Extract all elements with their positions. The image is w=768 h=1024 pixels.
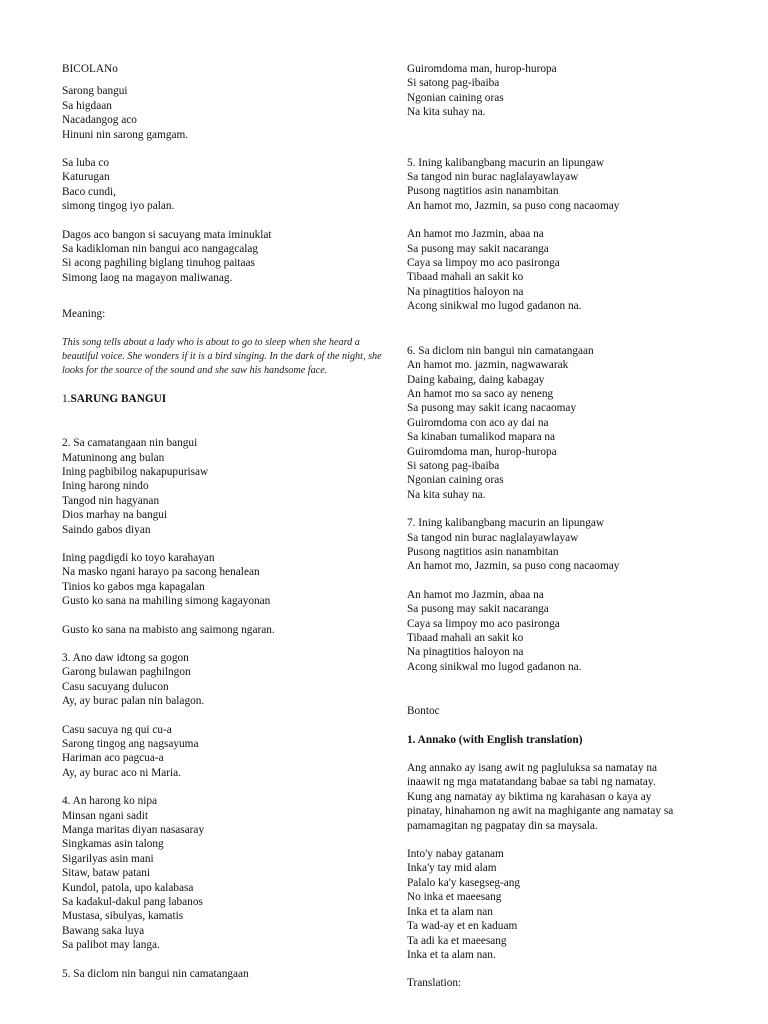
lyric-line: Inka et ta alam nan bbox=[407, 905, 493, 918]
lyric-line: Simong laog na magayon maliwanag. bbox=[62, 271, 233, 284]
lyric-line: Casu sacuyang dulucon bbox=[62, 680, 169, 693]
lyric-line: Sarong tingog ang nagsayuma bbox=[62, 738, 199, 750]
lyric-line: An hamot mo Jazmin, abaa na bbox=[407, 228, 544, 241]
stanza bbox=[62, 723, 392, 781]
lyric-line: Ta wad-ay et en kaduam bbox=[407, 920, 518, 933]
song-title-text: SARUNG BANGUI bbox=[70, 392, 167, 405]
paragraph-line: pamamagitan ng pagpatay din sa maysala. bbox=[407, 819, 598, 832]
stanza bbox=[62, 794, 392, 952]
lyric-line: 5. Ining kalibangbang macurin an lipungaw bbox=[407, 156, 605, 169]
lyric-line: Pusong nagtitios asin nanambitan bbox=[407, 545, 559, 558]
stanza bbox=[62, 84, 392, 142]
lyric-line: simong tingog iyo palan. bbox=[62, 200, 175, 213]
paragraph-line: pinatay, hinahamon ng awit na maghigante ang namatay sa bbox=[407, 805, 674, 818]
lyric-line: Inka'y tay mid alam bbox=[407, 862, 497, 875]
lyric-line: Ay, ay burac palan nin balagon. bbox=[62, 695, 205, 708]
lyric-line: No inka et maeesang bbox=[407, 891, 502, 904]
lyric-line: Caya sa limpoy mo aco pasironga bbox=[407, 257, 560, 270]
lyric-line: Sarong bangui bbox=[62, 85, 128, 98]
lyric-line: An hamot mo Jazmin, abaa na bbox=[407, 588, 544, 601]
right-column bbox=[407, 62, 717, 991]
stanza bbox=[407, 588, 717, 674]
section-heading-bicolano: BICOLANo bbox=[62, 63, 118, 75]
stanza bbox=[407, 847, 717, 962]
lyric-line: Minsan ngani sadit bbox=[62, 809, 148, 822]
lyric-line: 6. Sa diclom nin bangui nin camatangaan bbox=[407, 344, 594, 357]
paragraph bbox=[407, 761, 717, 833]
lyric-line: 4. An harong ko nipa bbox=[62, 795, 158, 808]
lyric-line: Guiromdoma con aco ay dai na bbox=[407, 416, 549, 429]
lyric-line: Baco cundi, bbox=[62, 185, 116, 198]
lyric-line: Gusto ko sana na mahiling simong kagayonan bbox=[62, 595, 271, 608]
lyric-line: Ay, ay burac aco ni Maria. bbox=[62, 766, 181, 779]
paragraph-line: inaawit ng mga matatandang babae sa tabi ng namatay. bbox=[407, 776, 656, 789]
section-heading-bontoc: Bontoc bbox=[407, 705, 440, 718]
lyric-line: 7. Ining kalibangbang macurin an lipungaw bbox=[407, 517, 605, 530]
lyric-line: Dios marhay na bangui bbox=[62, 509, 168, 522]
stanza bbox=[62, 651, 392, 709]
lyric-line: Tibaad mahali an sakit ko bbox=[407, 632, 524, 644]
meaning-text: This song tells about a lady who is about to go to sleep when she heard a beautiful voice. She wonders if it is a bird singing. In the dark of the night, she looks for the source of the sound and she saw his handsome face. bbox=[62, 336, 382, 376]
stanza bbox=[62, 228, 392, 286]
lyric-line: Sa kinaban tumalikod mapara na bbox=[407, 431, 556, 444]
lyric-line: Ngonian caining oras bbox=[407, 474, 504, 487]
song-title-annako: 1. Annako (with English translation) bbox=[407, 733, 583, 746]
lyric-line: Into'y nabay gatanam bbox=[407, 848, 504, 861]
stanza bbox=[407, 227, 717, 313]
left-column bbox=[62, 62, 392, 981]
stanza bbox=[407, 156, 717, 214]
lyric-line: Matuninong ang bulan bbox=[62, 451, 165, 464]
lyric-line: Si acong paghiling biglang tinuhog paitaas bbox=[62, 257, 255, 270]
lyric-line: Ngonian caining oras bbox=[407, 91, 504, 104]
lyric-line: Acong sinikwal mo lugod gadanon na. bbox=[407, 660, 582, 673]
lyric-line: Casu sacuya ng qui cu-a bbox=[62, 723, 172, 736]
lyric-line: Na kita suhay na. bbox=[407, 488, 486, 501]
lyric-line: Na masko ngani harayo pa sacong henalean bbox=[62, 566, 260, 579]
lyric-line: An hamot mo. jazmin, nagwawarak bbox=[407, 359, 569, 372]
meaning-label: Meaning: bbox=[62, 308, 106, 321]
stanza bbox=[62, 436, 392, 537]
stanza bbox=[407, 344, 717, 502]
lyric-line: Sa pusong may sakit icang nacaomay bbox=[407, 402, 577, 415]
stanza bbox=[62, 623, 392, 637]
lyric-line: Dagos aco bangon si sacuyang mata iminuklat bbox=[62, 228, 272, 241]
lyric-line: Sa kadikloman nin bangui aco nangagcalag bbox=[62, 243, 259, 256]
song-title bbox=[62, 392, 392, 406]
lyric-line: An hamot mo, Jazmin, sa puso cong nacaomay bbox=[407, 560, 620, 573]
lyric-line: Tibaad mahali an sakit ko bbox=[407, 271, 524, 284]
lyric-line: Manga maritas diyan nasasaray bbox=[62, 824, 205, 837]
lyric-line: Ta adi ka et maeesang bbox=[407, 934, 507, 947]
lyric-line: Bawang saka luya bbox=[62, 924, 145, 937]
lyric-line: Palalo ka'y kasegseg-ang bbox=[407, 876, 521, 889]
lyric-line: Na pinagtitios haloyon na bbox=[407, 646, 524, 659]
paragraph-line: Ang annako ay isang awit ng pagluluksa sa namatay na bbox=[407, 762, 658, 775]
lyric-line: Katurugan bbox=[62, 171, 110, 184]
lyric-line: Ining pagdigdi ko toyo karahayan bbox=[62, 551, 215, 564]
lyric-line: Guiromdoma man, hurop-huropa bbox=[407, 445, 557, 458]
stanza bbox=[62, 551, 392, 609]
lyric-line: Acong sinikwal mo lugod gadanon na. bbox=[407, 300, 582, 313]
song-number: 1. bbox=[62, 392, 71, 405]
lyric-line: Singkamas asin talong bbox=[62, 838, 164, 851]
lyric-line: Inka et ta alam nan. bbox=[407, 948, 496, 961]
lyric-line: An hamot mo, Jazmin, sa puso cong nacaomay bbox=[407, 199, 620, 212]
stanza bbox=[62, 967, 392, 981]
lyric-line: Sa luba co bbox=[62, 157, 110, 170]
lyric-line: Daing kabaing, daing kabagay bbox=[407, 373, 545, 386]
lyric-line: Tinios ko gabos mga kapagalan bbox=[62, 580, 205, 593]
lyric-line: 5. Sa diclom nin bangui nin camatangaan bbox=[62, 967, 249, 980]
lyric-line: Sa kadakul-dakul pang labanos bbox=[62, 896, 203, 909]
stanza bbox=[62, 156, 392, 214]
lyric-line: Pusong nagtitios asin nanambitan bbox=[407, 185, 559, 198]
lyric-line: Hariman aco pagcua-a bbox=[62, 752, 164, 765]
lyric-line: Saindo gabos diyan bbox=[62, 523, 151, 536]
lyric-line: An hamot mo sa saco ay neneng bbox=[407, 387, 554, 400]
lyric-line: Sigarilyas asin mani bbox=[62, 852, 154, 865]
lyric-line: Ining pagbibilog nakapupurisaw bbox=[62, 465, 209, 478]
lyric-line: Hinuni nin sarong gamgam. bbox=[62, 128, 189, 141]
lyric-line: Sa palibot may langa. bbox=[62, 939, 160, 952]
translation-label: Translation: bbox=[407, 977, 462, 990]
lyric-line: Sa higdaan bbox=[62, 99, 112, 112]
lyric-line: Sa pusong may sakit nacaranga bbox=[407, 603, 549, 616]
lyric-line: 2. Sa camatangaan nin bangui bbox=[62, 437, 198, 450]
stanza bbox=[407, 516, 717, 574]
lyric-line: Si satong pag-ibaiba bbox=[407, 77, 500, 90]
lyric-line: Nacadangog aco bbox=[62, 114, 137, 127]
lyric-line: Ining harong nindo bbox=[62, 480, 149, 493]
lyric-line: Guiromdoma man, hurop-huropa bbox=[407, 63, 557, 75]
lyric-line: Garong bulawan paghilngon bbox=[62, 666, 191, 679]
paragraph-line: Kung ang namatay ay biktima ng karahasan o kaya ay bbox=[407, 790, 652, 803]
lyric-line: Sa tangod nin burac naglalayawlayaw bbox=[407, 171, 579, 184]
lyric-line: Gusto ko sana na mabisto ang saimong ngaran. bbox=[62, 623, 275, 636]
lyric-line: Na kita suhay na. bbox=[407, 106, 486, 119]
lyric-line: Kundol, patola, upo kalabasa bbox=[62, 881, 194, 894]
lyric-line: Mustasa, sibulyas, kamatis bbox=[62, 910, 184, 923]
lyric-line: Sa tangod nin burac naglalayawlayaw bbox=[407, 531, 579, 544]
lyric-line: 3. Ano daw idtong sa gogon bbox=[62, 651, 189, 664]
stanza bbox=[407, 62, 717, 120]
lyric-line: Tangod nin hagyanan bbox=[62, 494, 160, 507]
lyric-line: Sitaw, bataw patani bbox=[62, 867, 151, 880]
lyric-line: Na pinagtitios haloyon na bbox=[407, 285, 524, 298]
lyric-line: Sa pusong may sakit nacaranga bbox=[407, 242, 549, 255]
lyric-line: Si satong pag-ibaiba bbox=[407, 459, 500, 472]
lyric-line: Caya sa limpoy mo aco pasironga bbox=[407, 617, 560, 630]
